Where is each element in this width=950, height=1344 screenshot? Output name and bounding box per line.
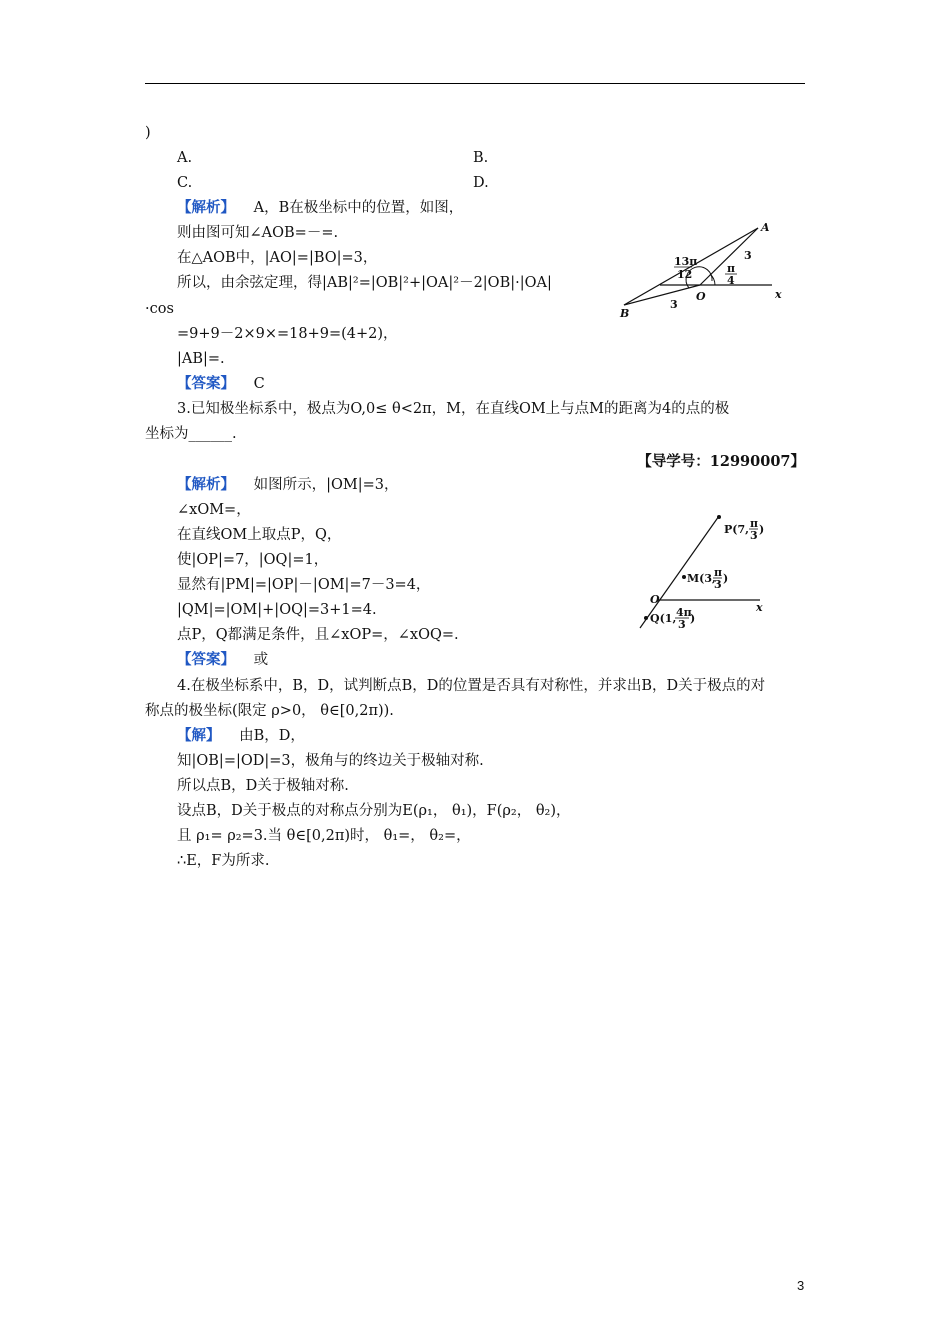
analysis-line-3: 在△AOB中，|AO|=|BO|=3，	[177, 250, 378, 266]
angle-big-den: 12	[677, 268, 693, 281]
analysis-text: A，B在极坐标中的位置，如图，	[253, 200, 464, 216]
point-p	[717, 515, 721, 519]
p3-answer-tag: 【答案】	[177, 651, 235, 668]
label-o: O	[696, 290, 706, 303]
analysis-line-7: |AB|=.	[177, 351, 225, 367]
header-rule	[145, 83, 805, 84]
label-a: A	[761, 221, 770, 234]
closing-paren: )	[145, 125, 151, 141]
p3-analysis-line-6: |QM|=|OM|+|OQ|=3+1=4.	[177, 602, 377, 618]
analysis-line-6: =9+9－2×9×=18+9=(4+2)，	[177, 326, 398, 342]
label-p-den: 3	[750, 529, 758, 542]
problem3-stem-1: 3.已知极坐标系中，极点为O,0≤ θ<2π，M，在直线OM上与点M的距离为4的点的极	[177, 401, 730, 417]
p3-analysis-line-5: 显然有|PM|=|OP|－|OM|=7－3=4，	[177, 577, 431, 593]
label-q-num: 4π	[676, 606, 692, 619]
p4-solution-line-4: 设点B，D关于极点的对称点分别为E(ρ₁， θ₁)，F(ρ₂， θ₂)，	[177, 803, 571, 819]
label-p-close: )	[759, 523, 765, 536]
label-q: Q(1,	[650, 612, 677, 625]
point-m	[682, 575, 686, 579]
problem4-stem-1: 4.在极坐标系中，B，D，试判断点B，D的位置是否具有对称性，并求出B，D关于极点的对	[177, 678, 766, 694]
option-a: A.	[177, 150, 193, 166]
p4-solution-line-5: 且 ρ₁= ρ₂=3.当 θ∈[0,2π)时， θ₁=， θ₂=，	[177, 828, 471, 844]
p3-analysis-line-1	[177, 475, 399, 495]
guide-number: 【导学号：12990007】	[637, 453, 805, 470]
label-x: x	[756, 601, 763, 614]
label-q-den: 3	[678, 618, 686, 631]
p4-solution-line-3: 所以点B，D关于极轴对称.	[177, 778, 349, 794]
p3-answer-line	[177, 650, 268, 670]
label-o: O	[650, 593, 660, 606]
analysis-line-5: ·cos	[145, 301, 174, 317]
analysis-tag: 【解析】	[177, 199, 235, 216]
label-m: M(3,	[687, 572, 716, 585]
option-c: C.	[177, 175, 193, 191]
answer-tag: 【答案】	[177, 375, 235, 392]
p3-answer-value: 或	[253, 652, 269, 668]
analysis-line-1	[177, 198, 463, 218]
angle-big-num: 13π	[674, 255, 698, 268]
length-ob: 3	[670, 298, 678, 311]
line-om-figure	[632, 510, 782, 635]
p4-solution-line-6: ∴E，F为所求.	[177, 853, 270, 869]
problem4-stem-2: 称点的极坐标(限定 ρ>0， θ∈[0,2π)).	[145, 703, 394, 719]
length-oa: 3	[744, 249, 752, 262]
p3-analysis-line-7: 点P，Q都满足条件，且∠xOP=，∠xOQ=.	[177, 627, 459, 643]
label-q-close: )	[690, 612, 696, 625]
angle-small-den: 4	[727, 274, 735, 287]
label-m-den: 3	[714, 578, 722, 591]
point-q	[644, 616, 648, 620]
option-d: D.	[473, 175, 489, 191]
angle-small-num: π	[727, 262, 736, 275]
p3-analysis-line-4: 使|OP|=7，|OQ|=1，	[177, 552, 329, 568]
option-b: B.	[473, 150, 489, 166]
answer-value: C	[253, 376, 265, 392]
label-x: x	[775, 288, 782, 301]
page-number: 3	[797, 1278, 805, 1293]
label-p: P(7,	[724, 523, 749, 536]
p3-analysis-tag: 【解析】	[177, 476, 235, 493]
answer-line	[177, 374, 265, 394]
p3-analysis-line-3: 在直线OM上取点P，Q，	[177, 527, 342, 543]
analysis-line-2: 则由图可知∠AOB=－=.	[177, 225, 339, 241]
p3-analysis-line-2: ∠xOM=，	[177, 502, 251, 518]
p4-solution-line-2: 知|OB|=|OD|=3，极角与的终边关于极轴对称.	[177, 753, 484, 769]
p4-solution-tag: 【解】	[177, 727, 221, 744]
triangle-aob-figure	[612, 218, 792, 323]
label-b: B	[620, 307, 630, 320]
analysis-line-4: 所以，由余弦定理，得|AB|²=|OB|²+|OA|²－2|OB|·|OA|	[177, 275, 552, 291]
label-m-close: )	[723, 572, 729, 585]
label-p-num: π	[750, 517, 759, 530]
p4-solution-line-1	[177, 726, 305, 746]
p4-solution-text: 由B，D，	[239, 728, 305, 744]
problem3-stem-2: 坐标为______.	[145, 426, 237, 442]
label-m-num: π	[714, 566, 723, 579]
p3-analysis-text: 如图所示，|OM|=3，	[253, 477, 399, 493]
